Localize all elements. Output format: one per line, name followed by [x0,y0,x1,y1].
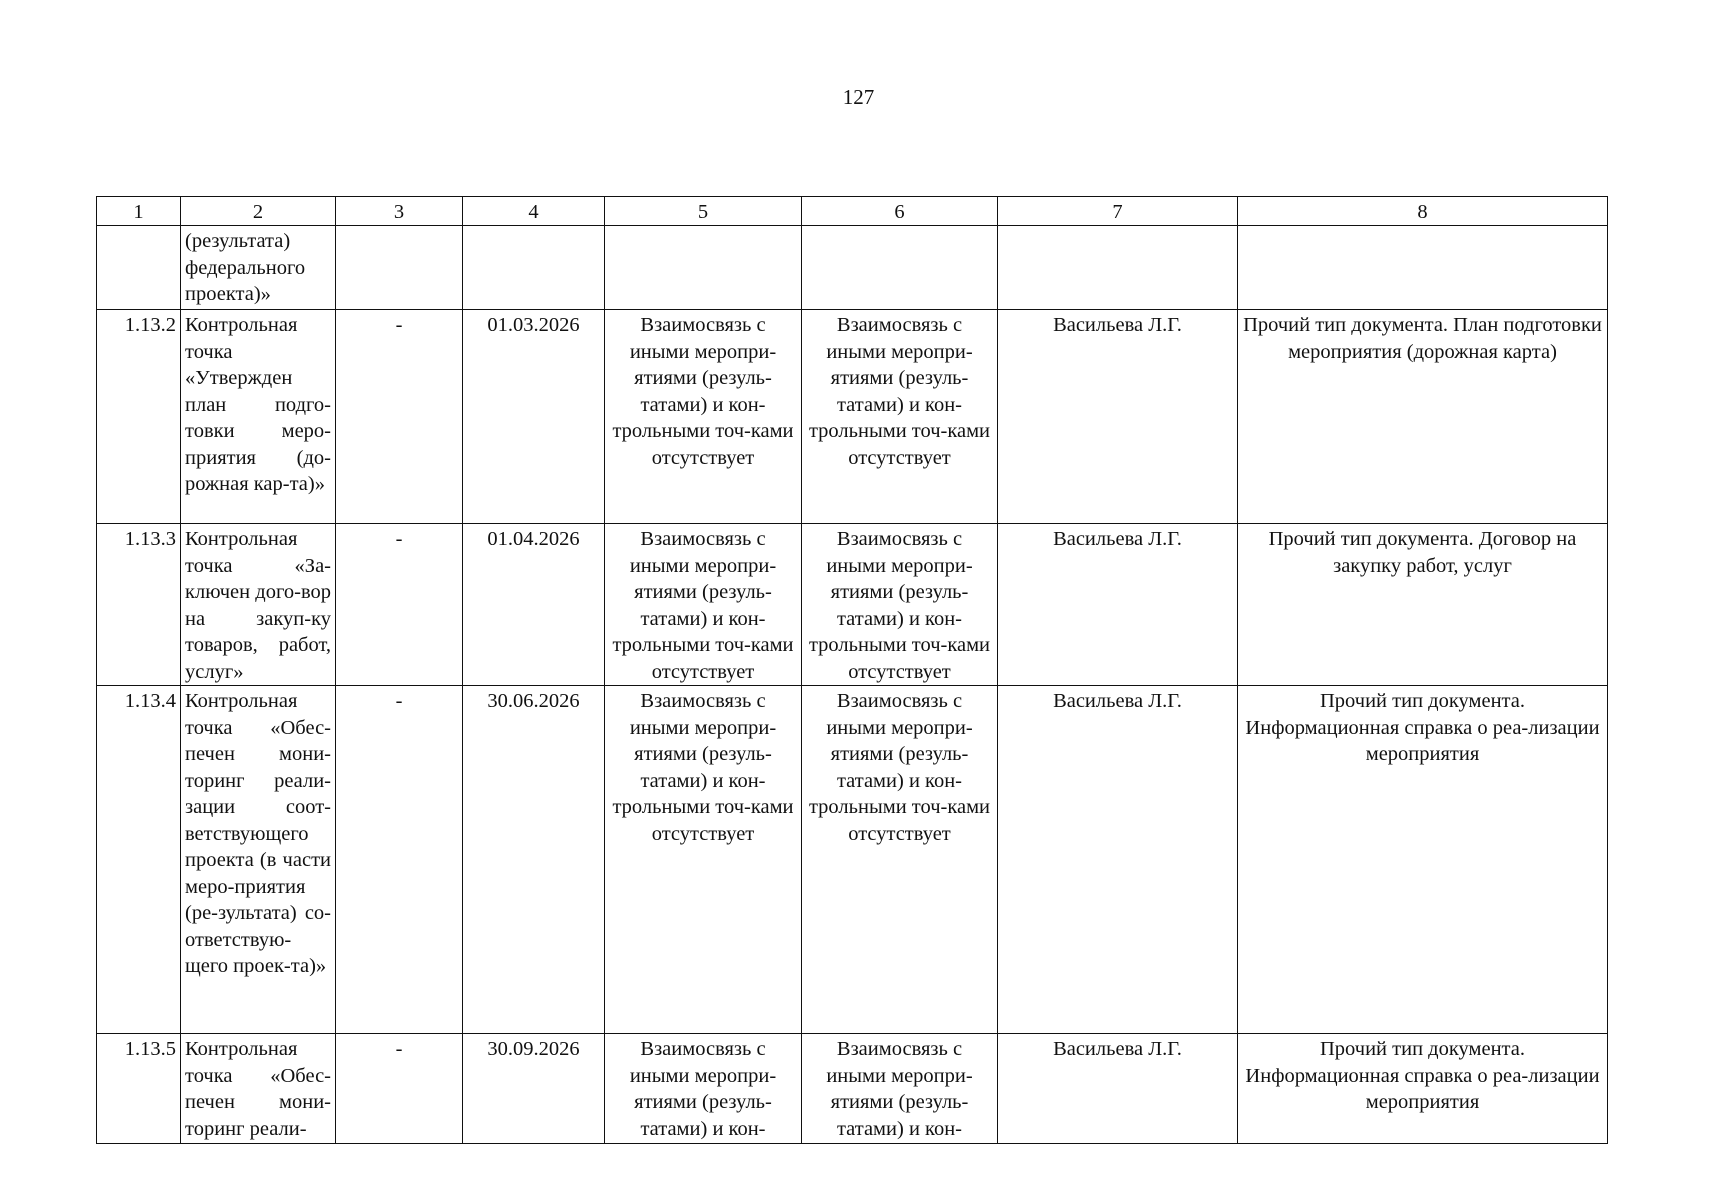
result-document: Прочий тип документа. Информационная справка о реа-лизации мероприятия [1238,1034,1608,1144]
link-next: Взаимосвязь с иными меропри-ятиями (резуль-татами) и кон-трольными точ-ками отсутствует [802,686,998,1034]
header-col-7: 7 [998,197,1238,226]
row-number: 1.13.2 [97,310,181,524]
page-number: 127 [842,85,875,109]
col3-value [336,226,463,310]
row-number: 1.13.4 [97,686,181,1034]
header-col-2: 2 [181,197,336,226]
header-col-8: 8 [1238,197,1608,226]
responsible-person: Васильева Л.Г. [998,524,1238,686]
due-date [463,226,605,310]
header-col-1: 1 [97,197,181,226]
checkpoint-name: Контрольная точка «Утвержден план подго-товки меро-приятия (до-рожная кар-та)» [181,310,336,524]
header-row [97,197,1608,226]
result-document: Прочий тип документа. Информационная справка о реа-лизации мероприятия [1238,686,1608,1034]
header-col-4: 4 [463,197,605,226]
link-previous: Взаимосвязь с иными меропри-ятиями (резуль-татами) и кон- [605,1034,802,1144]
schedule-table [96,196,1608,1144]
link-next: Взаимосвязь с иными меропри-ятиями (резуль-татами) и кон- [802,1034,998,1144]
col3-value: - [336,686,463,1034]
row-number: 1.13.3 [97,524,181,686]
responsible-person: Васильева Л.Г. [998,686,1238,1034]
due-date: 30.09.2026 [463,1034,605,1144]
link-previous: Взаимосвязь с иными меропри-ятиями (резуль-татами) и кон-трольными точ-ками отсутствует [605,310,802,524]
col3-value: - [336,524,463,686]
table-row [97,310,1608,524]
checkpoint-name: Контрольная точка «Обес-печен мони-торинг реали-зации соот-ветствующего проекта (в части меро-приятия (ре-зультата) со-ответствую-щего проек-та)» [181,686,336,1034]
link-previous: Взаимосвязь с иными меропри-ятиями (резуль-татами) и кон-трольными точ-ками отсутствует [605,686,802,1034]
table-row [97,226,1608,310]
checkpoint-name: Контрольная точка «Обес-печен мони-торинг реали- [181,1034,336,1144]
link-next: Взаимосвязь с иными меропри-ятиями (резуль-татами) и кон-трольными точ-ками отсутствует [802,310,998,524]
checkpoint-name: (результата) федерального проекта)» [181,226,336,310]
link-next: Взаимосвязь с иными меропри-ятиями (резуль-татами) и кон-трольными точ-ками отсутствует [802,524,998,686]
table-row [97,1034,1608,1144]
link-next [802,226,998,310]
row-number [97,226,181,310]
link-previous [605,226,802,310]
header-col-6: 6 [802,197,998,226]
responsible-person [998,226,1238,310]
responsible-person: Васильева Л.Г. [998,1034,1238,1144]
link-previous: Взаимосвязь с иными меропри-ятиями (резуль-татами) и кон-трольными точ-ками отсутствует [605,524,802,686]
checkpoint-name: Контрольная точка «За-ключен дого-вор на закуп-ку товаров, работ, услуг» [181,524,336,686]
due-date: 30.06.2026 [463,686,605,1034]
result-document [1238,226,1608,310]
col3-value: - [336,1034,463,1144]
header-col-3: 3 [336,197,463,226]
table-row [97,524,1608,686]
col3-value: - [336,310,463,524]
result-document: Прочий тип документа. План подготовки мероприятия (дорожная карта) [1238,310,1608,524]
responsible-person: Васильева Л.Г. [998,310,1238,524]
due-date: 01.04.2026 [463,524,605,686]
due-date: 01.03.2026 [463,310,605,524]
table-row [97,686,1608,1034]
row-number: 1.13.5 [97,1034,181,1144]
result-document: Прочий тип документа. Договор на закупку работ, услуг [1238,524,1608,686]
header-col-5: 5 [605,197,802,226]
